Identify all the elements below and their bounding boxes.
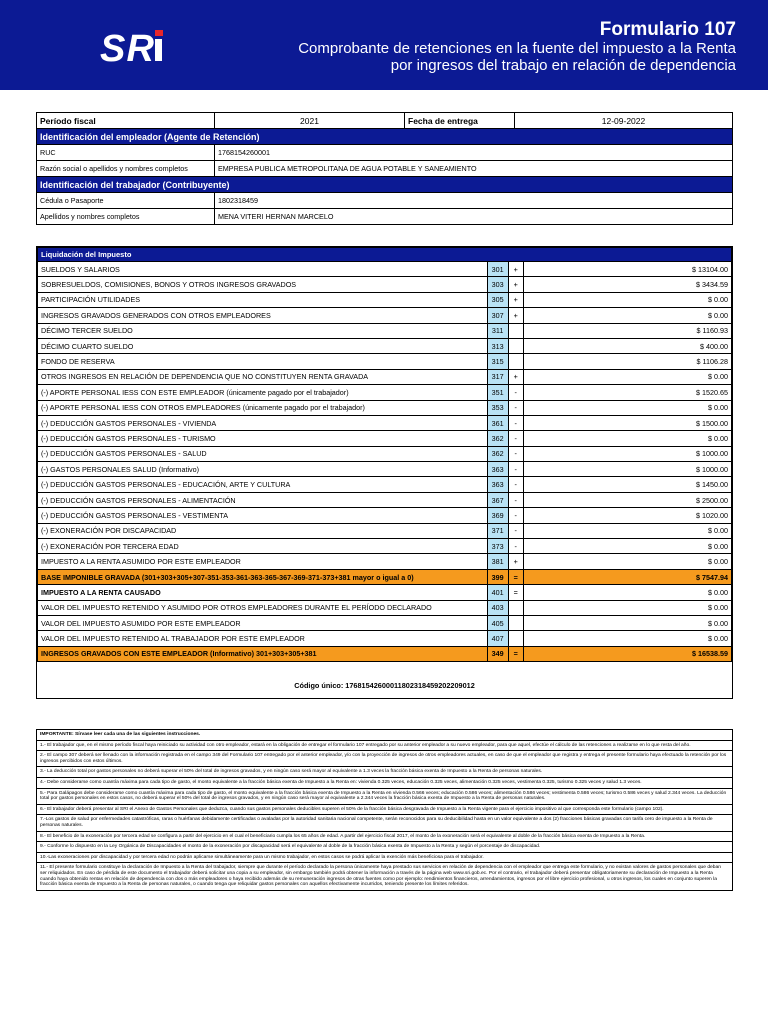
- row-amount: $ 1500.00: [523, 415, 731, 430]
- fecha-label: Fecha de entrega: [405, 113, 515, 129]
- row-code: 363: [487, 477, 508, 492]
- ruc-value: 1768154260001: [215, 145, 733, 161]
- row-code: 381: [487, 554, 508, 569]
- row-sign: +: [508, 292, 523, 307]
- row-label: (-) DEDUCCIÓN GASTOS PERSONALES - SALUD: [38, 446, 488, 461]
- row-label: INGRESOS GRAVADOS GENERADOS CON OTROS EMPLEADORES: [38, 308, 488, 323]
- row-sign: +: [508, 554, 523, 569]
- liquidacion-row: [38, 492, 732, 507]
- row-sign: [508, 631, 523, 646]
- liquidacion-row: [38, 508, 732, 523]
- row-code: 307: [487, 308, 508, 323]
- row-sign: +: [508, 308, 523, 323]
- form-subtitle: Comprobante de retenciones en la fuente del impuesto a la Renta por ingresos del trabajo en relación de dependencia: [298, 40, 736, 74]
- row-label: (-) DEDUCCIÓN GASTOS PERSONALES - EDUCACIÓN, ARTE Y CULTURA: [38, 477, 488, 492]
- row-code: 351: [487, 385, 508, 400]
- empleador-section-title: Identificación del empleador (Agente de Retención): [37, 129, 733, 145]
- row-code: 311: [487, 323, 508, 338]
- row-amount: $ 1000.00: [523, 462, 731, 477]
- instruction-text: 9.- Conforme lo dispuesto en la Ley Orgánica de Discapacidades el monto de la exoneración por discapacidad será el equivalente al doble de la fracción básica exenta de Impuesto a la Renta y según el porcentaje de discapacidad.: [37, 842, 733, 853]
- row-amount: $ 0.00: [523, 600, 731, 615]
- row-label: (-) DEDUCCIÓN GASTOS PERSONALES - ALIMENTACIÓN: [38, 492, 488, 507]
- row-label: DÉCIMO TERCER SUELDO: [38, 323, 488, 338]
- instruction-text: 1.- El trabajador que, en el mismo período fiscal haya reiniciado su actividad con otro empleador, estará en la obligación de entregar el formulario 107 entregado por su anterior empleador a su nuevo empleador, para que aquel, efectúe el cálculo de las retenciones a realizarse en lo que resta del año.: [37, 740, 733, 751]
- row-amount: $ 0.00: [523, 292, 731, 307]
- row-sign: [508, 323, 523, 338]
- row-sign: -: [508, 477, 523, 492]
- cedula-value: 1802318459: [215, 193, 733, 209]
- liquidacion-row: [38, 646, 732, 661]
- row-label: (-) APORTE PERSONAL IESS CON ESTE EMPLEADOR (únicamente pagado por el trabajador): [38, 385, 488, 400]
- instruction-text: 10.-Las exoneraciones por discapacidad y por tercera edad no podrán aplicarse simultáneamente para un mismo trabajador, en estos casos se podrá aplicar la exención más beneficiosa para el trabajador.: [37, 852, 733, 863]
- instruction-row: [37, 788, 733, 804]
- row-sign: +: [508, 262, 523, 277]
- row-amount: $ 2500.00: [523, 492, 731, 507]
- row-label: (-) GASTOS PERSONALES SALUD (Informativo): [38, 462, 488, 477]
- liquidacion-row: [38, 615, 732, 630]
- row-sign: -: [508, 508, 523, 523]
- row-amount: $ 1020.00: [523, 508, 731, 523]
- form-title: Formulario 107: [599, 19, 736, 40]
- row-sign: [508, 354, 523, 369]
- razon-value: EMPRESA PUBLICA METROPOLITANA DE AGUA POTABLE Y SANEAMIENTO: [215, 161, 733, 177]
- row-sign: -: [508, 462, 523, 477]
- liquidacion-row: [38, 277, 732, 292]
- row-sign: -: [508, 400, 523, 415]
- instruction-row: [37, 740, 733, 751]
- row-amount: $ 0.00: [523, 539, 731, 554]
- row-code: 373: [487, 539, 508, 554]
- liquidacion-row: [38, 262, 732, 277]
- liquidacion-row: [38, 400, 732, 415]
- liquidacion-row: [38, 292, 732, 307]
- row-sign: -: [508, 446, 523, 461]
- liquidacion-table: [37, 247, 732, 662]
- row-code: 405: [487, 615, 508, 630]
- row-sign: -: [508, 539, 523, 554]
- row-amount: $ 0.00: [523, 631, 731, 646]
- instruction-row: [37, 815, 733, 831]
- ruc-label: RUC: [37, 145, 215, 161]
- row-amount: $ 0.00: [523, 431, 731, 446]
- instruction-text: 5.- Para Galápagos debe considerarse como cuantía máxima para cada tipo de gasto, el monto equivalente a la fracción básica exenta de Impuesto a la Renta en vivienda 0.566 veces; educación 0.586 veces; alimentación 0.586 veces; vestimenta 0.586 veces; turismo 0.586 veces y salud 2.344 veces. La deducción total por gastos personales en estos casos, no deberá superar el 50% del total de ingresos gravados, y en ningún caso será mayor al equivalente a 2.344 veces la fracción básica exenta de Impuesto a la Renta de personas naturales.: [37, 788, 733, 804]
- row-label: IMPUESTO A LA RENTA ASUMIDO POR ESTE EMPLEADOR: [38, 554, 488, 569]
- instruction-row: [37, 842, 733, 853]
- liquidacion-row: [38, 523, 732, 538]
- nombres-label: Apellidos y nombres completos: [37, 209, 215, 225]
- liquidacion-row: [38, 446, 732, 461]
- row-amount: $ 16538.59: [523, 646, 731, 661]
- instruction-row: [37, 751, 733, 767]
- row-sign: =: [508, 585, 523, 600]
- liquidacion-row: [38, 385, 732, 400]
- instruction-text: 2.- El campo 307 deberá ser llenado con la información registrada en el campo 349 del Formulario 107 entregado por el anterior empleador, y/o con la proyección de ingresos de otros empleadores actuales, en caso de que el empleador que registra y entrega el presente formulario haya efectuado la retención por los ingresos percibidos con estos últimos.: [37, 751, 733, 767]
- row-label: (-) DEDUCCIÓN GASTOS PERSONALES - VESTIMENTA: [38, 508, 488, 523]
- row-amount: $ 0.00: [523, 585, 731, 600]
- row-code: 401: [487, 585, 508, 600]
- periodo-label: Período fiscal: [37, 113, 215, 129]
- instruction-row: [37, 730, 733, 741]
- row-amount: $ 0.00: [523, 400, 731, 415]
- row-code: 363: [487, 462, 508, 477]
- row-amount: $ 3434.59: [523, 277, 731, 292]
- liquidacion-row: [38, 431, 732, 446]
- row-label: FONDO DE RESERVA: [38, 354, 488, 369]
- row-code: 313: [487, 338, 508, 353]
- codigo-unico: Código único: 17681542600011802318459202209012: [294, 681, 475, 690]
- row-sign: -: [508, 431, 523, 446]
- liquidacion-row: [38, 323, 732, 338]
- row-amount: $ 400.00: [523, 338, 731, 353]
- liquidacion-row: [38, 462, 732, 477]
- liquidacion-row: [38, 539, 732, 554]
- liquidacion-section: [36, 246, 733, 699]
- row-code: 361: [487, 415, 508, 430]
- cedula-label: Cédula o Pasaporte: [37, 193, 215, 209]
- liquidacion-row: [38, 631, 732, 646]
- row-code: 301: [487, 262, 508, 277]
- razon-label: Razón social o apellidos y nombres completos: [37, 161, 215, 177]
- row-code: 303: [487, 277, 508, 292]
- row-code: 349: [487, 646, 508, 661]
- instruction-text: 11.- El presente formulario constituye la declaración de Impuesto a la Renta del trabajador, siempre que durante el período declarado la persona únicamente haya prestado sus servicios en relación de dependencia con el empleador que entrega este formulario, y no existan valores de gastos personales que deban ser reliquidados. En caso de pérdida de este documento el trabajador deberá solicitar una copia a su empleador, sin embargo también podrá obtener la información a través de la página web www.sri.gob.ec. Por el contrario, el trabajador deberá presentar obligatoriamente su declaración de Impuesto a la Renta cuando haya obtenido rentas en relación de dependencia con dos o más empleadores o haya recibido además de su remuneración ingresos de otras fuentes como por ejemplo: rendimientos financieros, arrendamientos, ingresos por el libre ejercicio profesional, u otros ingresos, los cuales en conjunto superen la fracción básica exenta de Impuesto a la Renta de personas naturales, o cuando tenga que reliquidar gastos personales con aquellos efectivamente incurridos, teniendo presente los límites referidos.: [37, 863, 733, 890]
- row-label: VALOR DEL IMPUESTO RETENIDO Y ASUMIDO POR OTROS EMPLEADORES DURANTE EL PERÍODO DECLARADO: [38, 600, 488, 615]
- instruction-row: [37, 777, 733, 788]
- liquidacion-row: [38, 354, 732, 369]
- identification-table: [36, 112, 733, 225]
- row-amount: $ 0.00: [523, 615, 731, 630]
- row-code: 403: [487, 600, 508, 615]
- row-code: 353: [487, 400, 508, 415]
- instructions-table: [36, 729, 733, 891]
- svg-text:SR: SR: [100, 28, 154, 65]
- fecha-value: 12-09-2022: [515, 113, 733, 129]
- row-sign: -: [508, 492, 523, 507]
- instruction-row: [37, 804, 733, 815]
- instruction-text: 6.- El trabajador deberá presentar al SRI el Anexo de Gastos Personales que deduzca, cuando sus gastos personales deducibles superen el 50% de la fracción básica desgravada de Impuesto a la Renta vigente para el ejercicio impositivo al que corresponda este formulario (campo 102).: [37, 804, 733, 815]
- row-amount: $ 13104.00: [523, 262, 731, 277]
- liquidacion-row: [38, 308, 732, 323]
- row-sign: [508, 600, 523, 615]
- row-amount: $ 7547.94: [523, 569, 731, 584]
- row-label: (-) EXONERACIÓN POR TERCERA EDAD: [38, 539, 488, 554]
- row-amount: $ 0.00: [523, 523, 731, 538]
- row-code: 305: [487, 292, 508, 307]
- row-label: BASE IMPONIBLE GRAVADA (301+303+305+307-351-353-361-363-365-367-369-371-373+381 mayor o igual a 0): [38, 569, 488, 584]
- row-code: 367: [487, 492, 508, 507]
- instruction-row: [37, 852, 733, 863]
- instruction-text: 4.- Debe considerarse como cuantía máxima para cada tipo de gasto, el monto equivalente a la fracción básica exenta de Impuesto a la Renta en: vivienda 0.325 veces, educación 0.325 veces, alimentación 0.325 veces, vestimenta 0.325, turismo 0.325 veces y salud 1.3 veces.: [37, 777, 733, 788]
- liquidacion-row: [38, 415, 732, 430]
- row-amount: $ 1106.28: [523, 354, 731, 369]
- row-sign: -: [508, 415, 523, 430]
- row-sign: -: [508, 523, 523, 538]
- row-code: 371: [487, 523, 508, 538]
- liquidacion-title: Liquidación del Impuesto: [38, 248, 732, 262]
- row-amount: $ 0.00: [523, 308, 731, 323]
- row-code: 407: [487, 631, 508, 646]
- liquidacion-row: [38, 585, 732, 600]
- liquidacion-row: [38, 569, 732, 584]
- liquidacion-row: [38, 338, 732, 353]
- row-amount: $ 1450.00: [523, 477, 731, 492]
- row-label: INGRESOS GRAVADOS CON ESTE EMPLEADOR (Informativo) 301+303+305+381: [38, 646, 488, 661]
- liquidacion-row: [38, 554, 732, 569]
- periodo-value: 2021: [215, 113, 405, 129]
- instruction-text: 7.-Los gastos de salud por enfermedades catastróficas, raras o huérfanas debidamente certificadas o avaladas por la autoridad sanitaria nacional competente, serán reconocidos para su deducibilidad hasta en un valor equivalente a dos (2) fracciones básicas gravadas con tarifa cero de impuesto a la Renta de personas naturales.: [37, 815, 733, 831]
- instruction-text: 8.- El beneficio de la exoneración por tercera edad se configura a partir del ejercicio en el cual el beneficiario cumpla los 65 años de edad. A partir del ejercicio fiscal 2017, el monto de la exoneración será el equivalente al doble de la fracción básica exenta de Impuesto a la Renta.: [37, 831, 733, 842]
- row-label: VALOR DEL IMPUESTO ASUMIDO POR ESTE EMPLEADOR: [38, 615, 488, 630]
- row-label: VALOR DEL IMPUESTO RETENIDO AL TRABAJADOR POR ESTE EMPLEADOR: [38, 631, 488, 646]
- row-label: (-) EXONERACIÓN POR DISCAPACIDAD: [38, 523, 488, 538]
- liquidacion-row: [38, 477, 732, 492]
- row-label: (-) DEDUCCIÓN GASTOS PERSONALES - TURISMO: [38, 431, 488, 446]
- row-code: 315: [487, 354, 508, 369]
- row-code: 362: [487, 431, 508, 446]
- row-amount: $ 1520.65: [523, 385, 731, 400]
- row-amount: $ 0.00: [523, 554, 731, 569]
- row-label: (-) DEDUCCIÓN GASTOS PERSONALES - VIVIENDA: [38, 415, 488, 430]
- row-label: SOBRESUELDOS, COMISIONES, BONOS Y OTROS INGRESOS GRAVADOS: [38, 277, 488, 292]
- liquidacion-row: [38, 600, 732, 615]
- liquidacion-row: [38, 369, 732, 384]
- row-sign: [508, 615, 523, 630]
- row-sign: -: [508, 385, 523, 400]
- row-code: 399: [487, 569, 508, 584]
- instructions-heading: IMPORTANTE: Sírvase leer cada una de las siguientes instrucciones.: [37, 730, 733, 741]
- instruction-text: 3.- La deducción total por gastos personales no deberá superar el 50% del total de ingresos gravados, y en ningún caso será mayor al equivalente a 1.3 veces la fracción básica exenta de Impuesto a la Renta de personas naturales.: [37, 767, 733, 778]
- row-sign: +: [508, 277, 523, 292]
- row-sign: =: [508, 646, 523, 661]
- row-label: IMPUESTO A LA RENTA CAUSADO: [38, 585, 488, 600]
- row-label: (-) APORTE PERSONAL IESS CON OTROS EMPLEADORES (únicamente pagado por el trabajador): [38, 400, 488, 415]
- row-amount: $ 0.00: [523, 369, 731, 384]
- instruction-row: [37, 767, 733, 778]
- row-sign: =: [508, 569, 523, 584]
- row-code: 369: [487, 508, 508, 523]
- row-code: 362: [487, 446, 508, 461]
- nombres-value: MENA VITERI HERNAN MARCELO: [215, 209, 733, 225]
- instruction-row: [37, 831, 733, 842]
- row-label: OTROS INGRESOS EN RELACIÓN DE DEPENDENCIA QUE NO CONSTITUYEN RENTA GRAVADA: [38, 369, 488, 384]
- row-label: PARTICIPACIÓN UTILIDADES: [38, 292, 488, 307]
- instruction-row: [37, 863, 733, 890]
- row-label: DÉCIMO CUARTO SUELDO: [38, 338, 488, 353]
- trabajador-section-title: Identificación del trabajador (Contribuyente): [37, 177, 733, 193]
- row-amount: $ 1000.00: [523, 446, 731, 461]
- row-code: 317: [487, 369, 508, 384]
- row-sign: +: [508, 369, 523, 384]
- sri-logo: [100, 27, 168, 65]
- header-banner: [0, 0, 768, 90]
- row-amount: $ 1160.93: [523, 323, 731, 338]
- row-sign: [508, 338, 523, 353]
- row-label: SUELDOS Y SALARIOS: [38, 262, 488, 277]
